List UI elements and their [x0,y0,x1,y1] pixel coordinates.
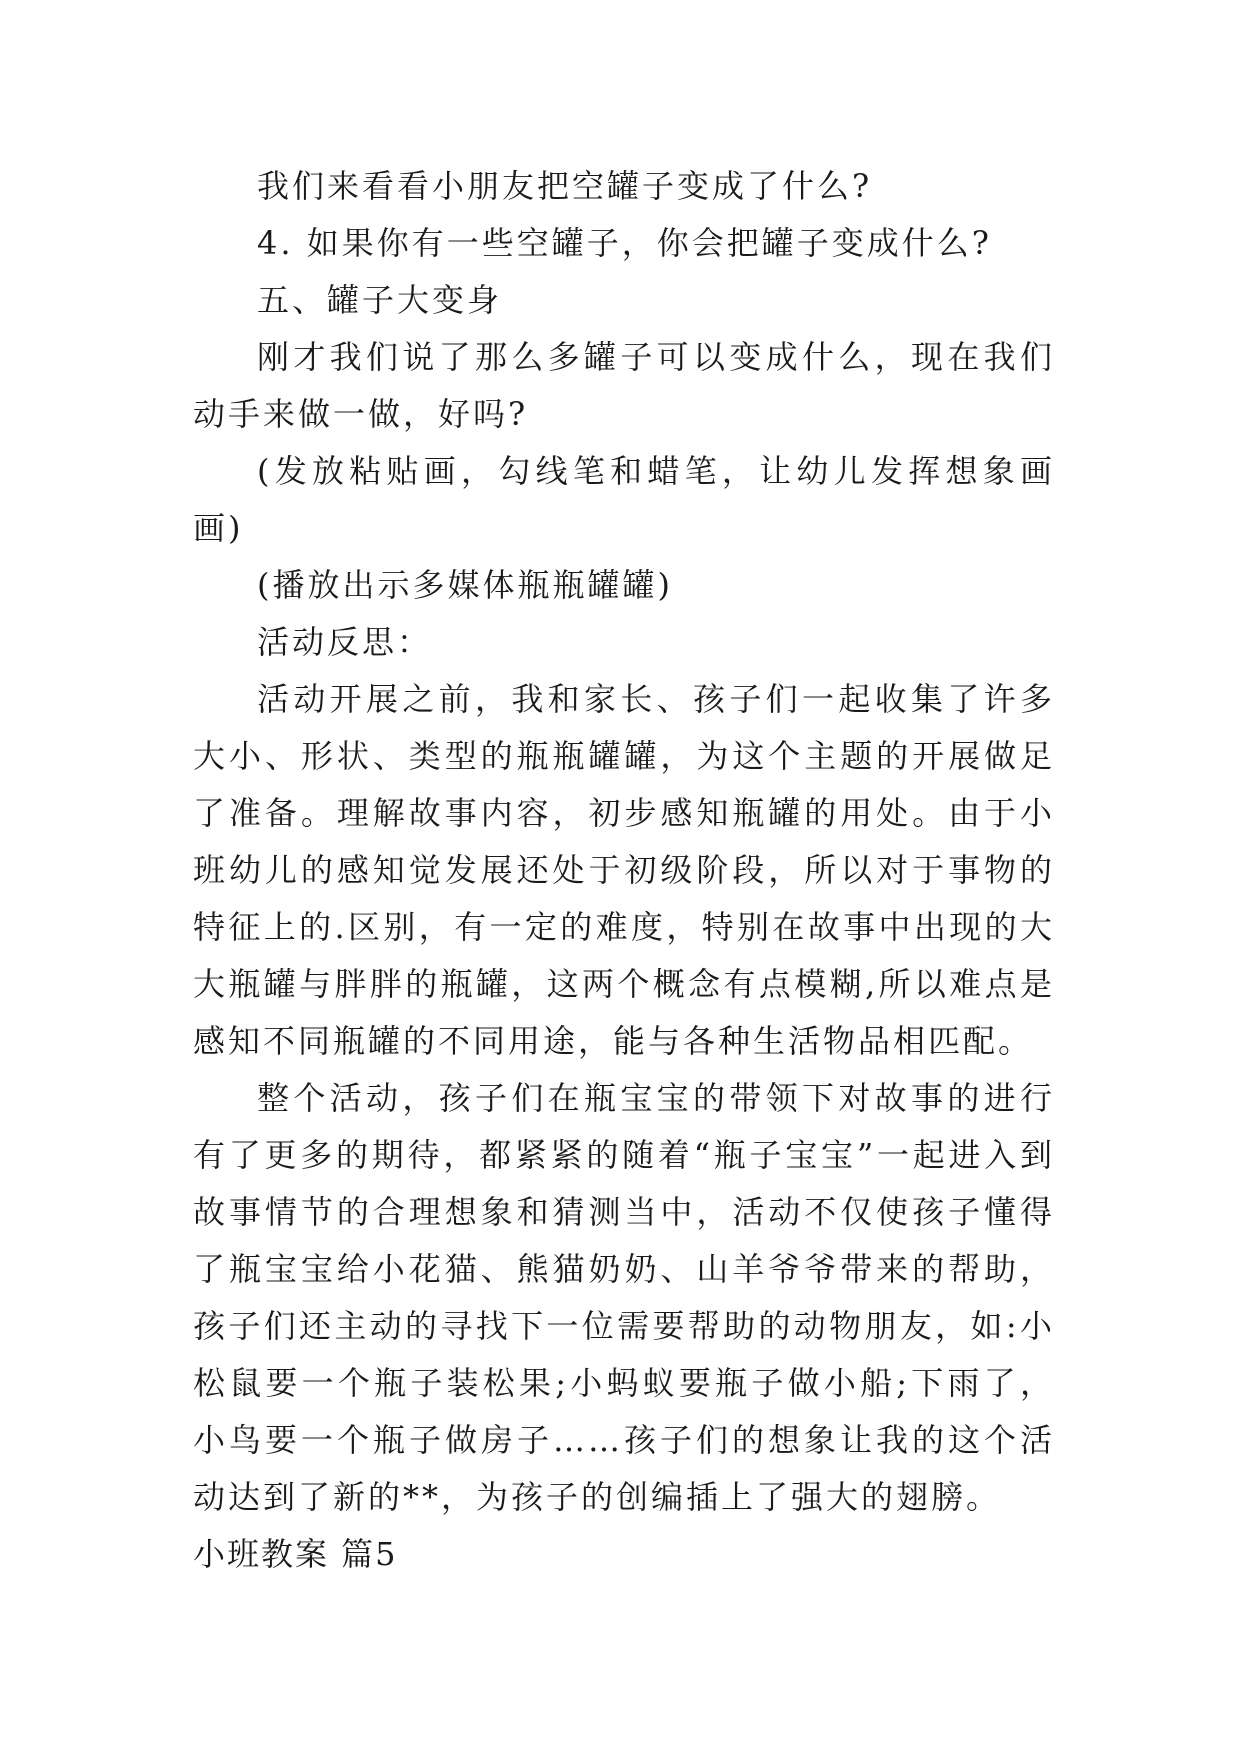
paragraph-question-4: 4. 如果你有一些空罐子，你会把罐子变成什么? [257,224,992,262]
section-heading: 小班教案 篇5 [193,1535,398,1573]
paragraph-section-five: 五、罐子大变身 [257,281,503,319]
paragraph-reflection-1: 活动开展之前，我和家长、孩子们一起收集了许多大小、形状、类型的瓶瓶罐罐，为这个主题的开展做足了准备。理解故事内容，初步感知瓶罐的用处。由于小班幼儿的感知觉发展还处于初级阶段，所以对于事物的特征上的.区别，有一定的难度，特别在故事中出现的大大瓶罐与胖胖的瓶罐，这两个概念有点模糊,所以难点是感知不同瓶罐的不同用途，能与各种生活物品相匹配。 [193,680,1055,1060]
paragraph-make-it: 刚才我们说了那么多罐子可以变成什么，现在我们动手来做一做，好吗? [193,338,1055,433]
paragraph-reflection-2: 整个活动，孩子们在瓶宝宝的带领下对故事的进行有了更多的期待，都紧紧的随着“瓶子宝宝”一起进入到故事情节的合理想象和猜测当中，活动不仅使孩子懂得了瓶宝宝给小花猫、熊猫奶奶、山羊爷爷带来的帮助，孩子们还主动的寻找下一位需要帮助的动物朋友，如:小松鼠要一个瓶子装松果;小蚂蚁要瓶子做小船;下雨了，小鸟要一个瓶子做房子……孩子们的想象让我的这个活动达到了新的**，为孩子的创编插上了强大的翅膀。 [193,1079,1055,1516]
paragraph-play-multimedia: (播放出示多媒体瓶瓶罐罐) [257,566,673,604]
document-body [193,158,1055,1583]
paragraph-hand-out-materials: (发放粘贴画，勾线笔和蜡笔，让幼儿发挥想象画画) [193,452,1055,547]
paragraph-question-empty-jars: 我们来看看小朋友把空罐子变成了什么? [257,167,873,205]
paragraph-reflection-title: 活动反思： [257,623,433,661]
